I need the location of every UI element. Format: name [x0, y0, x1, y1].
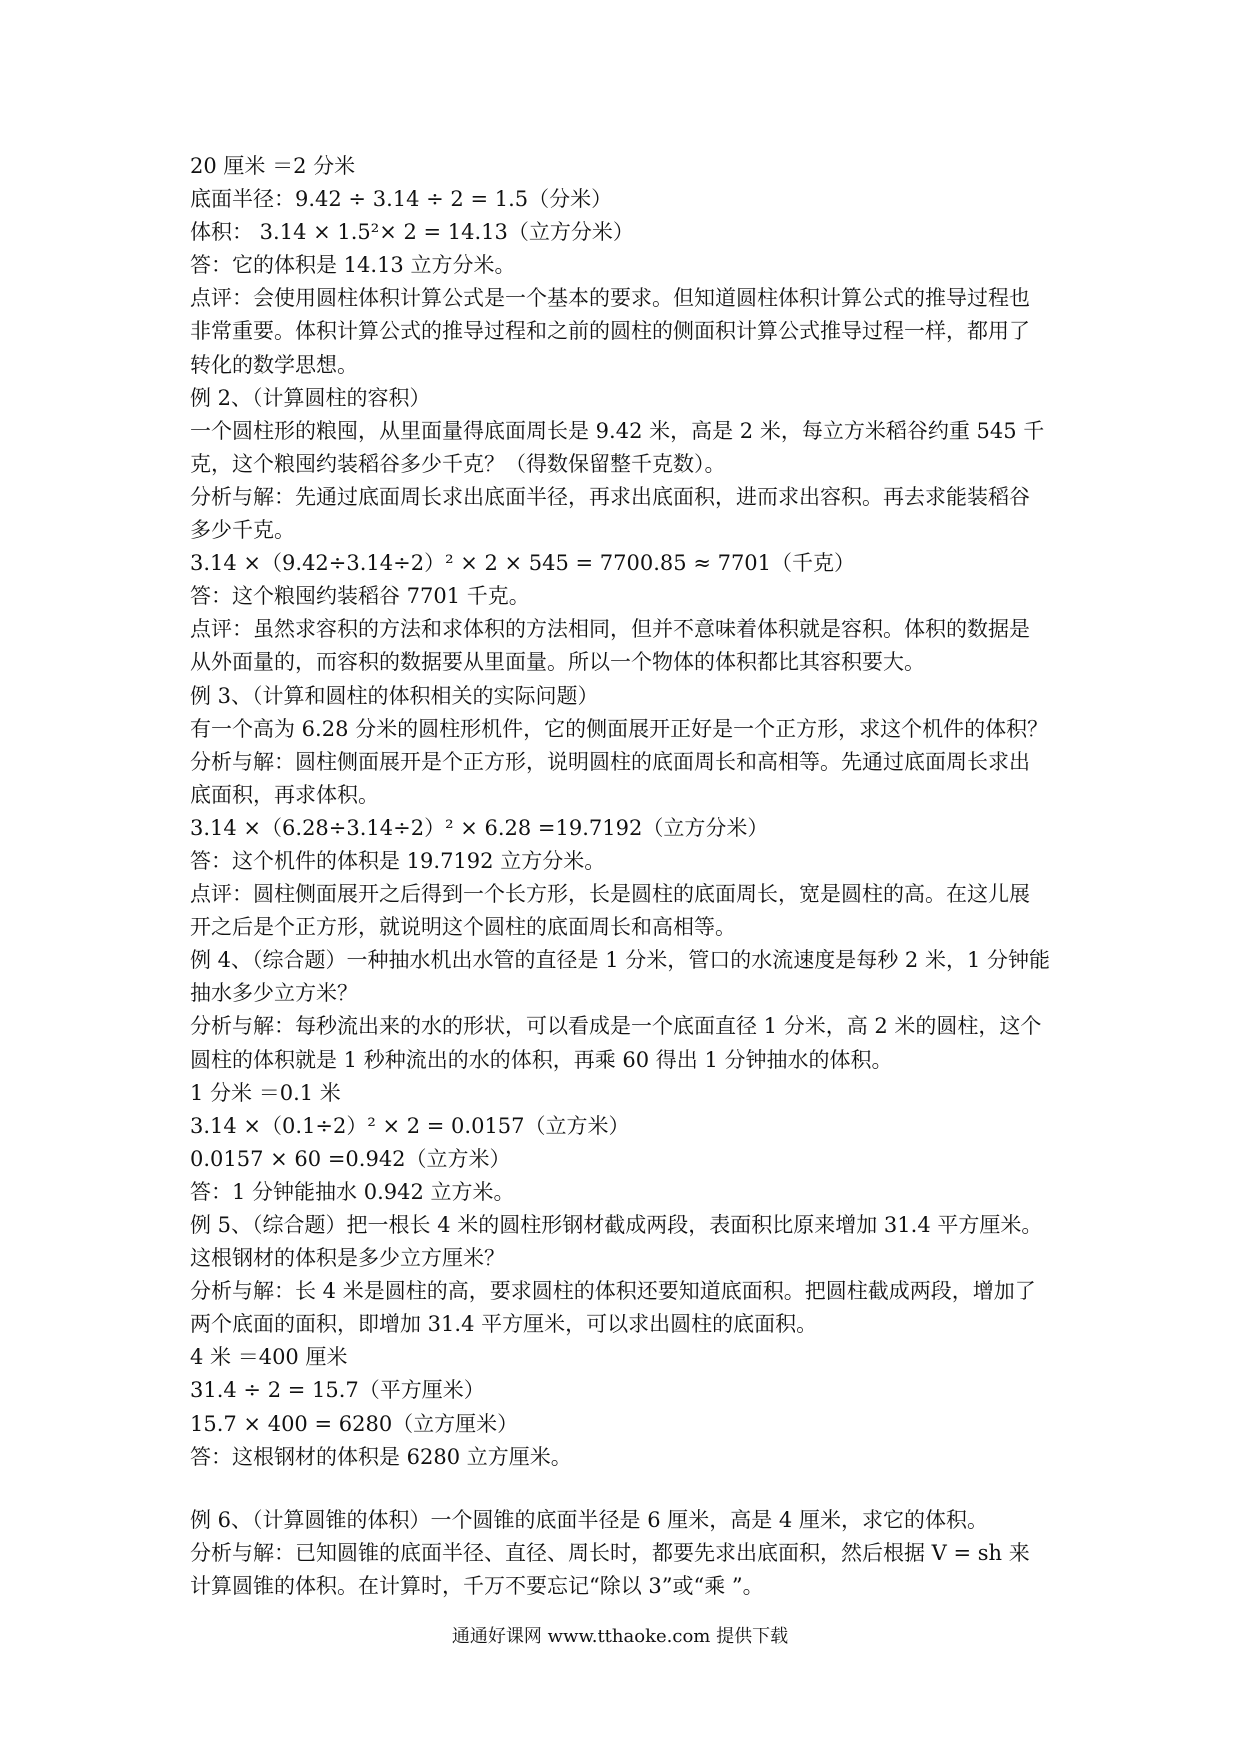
text-line: 答：1 分钟能抽水 0.942 立方米。	[190, 1179, 515, 1204]
text-line: 例 5、（综合题）把一根长 4 米的圆柱形钢材截成两段，表面积比原来增加 31.4 平方厘米。	[190, 1213, 1043, 1237]
text-line: 答：这根钢材的体积是 6280 立方厘米。	[190, 1444, 572, 1469]
text-block-main	[190, 150, 1070, 1474]
text-line: 底面半径：9.42 ÷ 3.14 ÷ 2 = 1.5（分米）	[190, 187, 613, 212]
text-line: 答：这个机件的体积是 19.7192 立方分米。	[190, 848, 606, 873]
text-line: 一个圆柱形的粮囤，从里面量得底面周长是 9.42 米，高是 2 米，每立方米稻谷约重 545 千	[190, 418, 1045, 443]
text-line: 3.14 ×（6.28÷3.14÷2）² × 6.28 =19.7192（立方分米）	[190, 815, 769, 840]
text-line: 抽水多少立方米？	[190, 981, 358, 1006]
text-line: 3.14 ×（0.1÷2）² × 2 = 0.0157（立方米）	[190, 1113, 630, 1138]
text-line: 这根钢材的体积是多少立方厘米？	[190, 1246, 505, 1271]
page-footer: 通通好课网 www.tthaoke.com 提供下载	[451, 1626, 789, 1647]
text-line: 转化的数学思想。	[190, 352, 358, 377]
text-line: 0.0157 × 60 =0.942（立方米）	[190, 1146, 511, 1171]
text-line: 分析与解：长 4 米是圆柱的高，要求圆柱的体积还要知道底面积。把圆柱截成两段，增加了	[190, 1279, 1036, 1304]
text-line: 15.7 × 400 = 6280（立方厘米）	[190, 1411, 519, 1436]
text-line: 31.4 ÷ 2 = 15.7（平方厘米）	[190, 1378, 485, 1403]
text-line: 多少千克。	[190, 518, 295, 543]
text-line: 例 3、（计算和圆柱的体积相关的实际问题）	[190, 683, 599, 708]
text-line: 例 2、（计算圆柱的容积）	[190, 385, 431, 410]
text-line: 例 4、（综合题）一种抽水机出水管的直径是 1 分米，管口的水流速度是每秒 2 米，1 分钟能	[190, 948, 1050, 973]
text-line: 例 6、（计算圆锥的体积）一个圆锥的底面半径是 6 厘米，高是 4 厘米，求它的体积。	[190, 1507, 988, 1532]
text-line: 点评：圆柱侧面展开之后得到一个长方形，长是圆柱的底面周长，宽是圆柱的高。在这儿展	[190, 882, 1030, 907]
text-line: 分析与解：先通过底面周长求出底面半径，再求出底面积，进而求出容积。再去求能装稻谷	[190, 484, 1030, 509]
text-line: 有一个高为 6.28 分米的圆柱形机件，它的侧面展开正好是一个正方形，求这个机件的体积？	[190, 716, 1049, 741]
text-line: 非常重要。体积计算公式的推导过程和之前的圆柱的侧面积计算公式推导过程一样，都用了	[190, 319, 1030, 344]
text-line: 3.14 ×（9.42÷3.14÷2）² × 2 × 545 = 7700.85 ≈ 7701（千克）	[190, 551, 856, 576]
paragraph-gap	[190, 1474, 1070, 1504]
text-line: 体积： 3.14 × 1.5²× 2 = 14.13（立方分米）	[190, 220, 634, 245]
text-line: 计算圆锥的体积。在计算时，千万不要忘记“除以 3”或“乘 ”。	[190, 1573, 764, 1598]
text-line: 答：它的体积是 14.13 立方分米。	[190, 253, 516, 278]
text-line: 底面积，再求体积。	[190, 782, 379, 807]
text-line: 两个底面的面积，即增加 31.4 平方厘米，可以求出圆柱的底面积。	[190, 1312, 818, 1337]
text-line: 1 分米 ＝0.1 米	[190, 1080, 341, 1105]
text-line: 点评：虽然求容积的方法和求体积的方法相同，但并不意味着体积就是容积。体积的数据是	[190, 617, 1030, 642]
text-line: 点评：会使用圆柱体积计算公式是一个基本的要求。但知道圆柱体积计算公式的推导过程也	[190, 286, 1030, 311]
text-line: 分析与解：已知圆锥的底面半径、直径、周长时，都要先求出底面积，然后根据 V = sh 来	[190, 1540, 1030, 1565]
text-line: 从外面量的，而容积的数据要从里面量。所以一个物体的体积都比其容积要大。	[190, 650, 925, 675]
document-body	[190, 150, 1070, 1603]
text-line: 圆柱的体积就是 1 秒种流出的水的体积，再乘 60 得出 1 分钟抽水的体积。	[190, 1047, 893, 1072]
text-line: 分析与解：每秒流出来的水的形状，可以看成是一个底面直径 1 分米，高 2 米的圆柱，这个	[190, 1014, 1042, 1039]
text-line: 克，这个粮囤约装稻谷多少千克？（得数保留整千克数）。	[190, 451, 726, 476]
text-block-example-6	[190, 1504, 1070, 1603]
text-line: 分析与解：圆柱侧面展开是个正方形，说明圆柱的底面周长和高相等。先通过底面周长求出	[190, 749, 1030, 774]
text-line: 答：这个粮囤约装稻谷 7701 千克。	[190, 584, 530, 609]
text-line: 20 厘米 ＝2 分米	[190, 154, 356, 178]
text-line: 开之后是个正方形，就说明这个圆柱的底面周长和高相等。	[190, 915, 736, 940]
text-line: 4 米 ＝400 厘米	[190, 1345, 348, 1370]
